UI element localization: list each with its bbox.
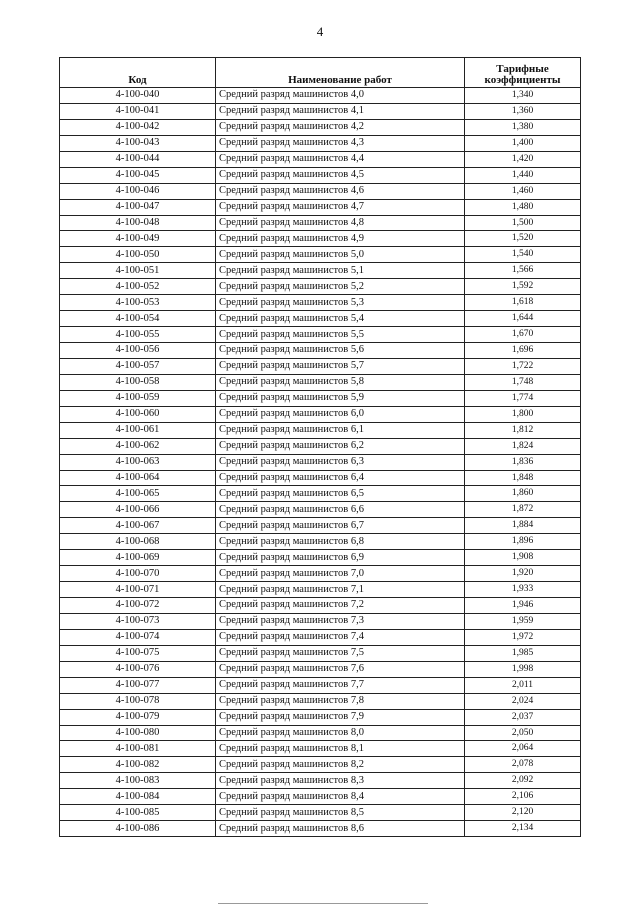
- cell-code: 4-100-055: [60, 327, 216, 343]
- cell-name: Средний разряд машинистов 4,5: [216, 167, 465, 183]
- cell-code: 4-100-068: [60, 534, 216, 550]
- table-row: [60, 629, 581, 645]
- table-row: [60, 167, 581, 183]
- cell-code: 4-100-046: [60, 183, 216, 199]
- cell-coefficient: 2,078: [465, 757, 581, 773]
- cell-code: 4-100-072: [60, 598, 216, 614]
- cell-name: Средний разряд машинистов 7,3: [216, 613, 465, 629]
- cell-code: 4-100-065: [60, 486, 216, 502]
- cell-name: Средний разряд машинистов 7,4: [216, 629, 465, 645]
- cell-coefficient: 1,500: [465, 215, 581, 231]
- cell-name: Средний разряд машинистов 7,6: [216, 661, 465, 677]
- cell-name: Средний разряд машинистов 6,8: [216, 534, 465, 550]
- cell-code: 4-100-054: [60, 311, 216, 327]
- cell-coefficient: 1,420: [465, 151, 581, 167]
- cell-name: Средний разряд машинистов 4,1: [216, 103, 465, 119]
- table-row: [60, 534, 581, 550]
- cell-name: Средний разряд машинистов 6,3: [216, 454, 465, 470]
- cell-coefficient: 1,920: [465, 566, 581, 582]
- cell-code: 4-100-053: [60, 295, 216, 311]
- cell-code: 4-100-082: [60, 757, 216, 773]
- cell-name: Средний разряд машинистов 6,6: [216, 502, 465, 518]
- cell-coefficient: 1,824: [465, 438, 581, 454]
- table-row: [60, 343, 581, 359]
- table-row: [60, 613, 581, 629]
- table-row: [60, 709, 581, 725]
- cell-coefficient: 1,800: [465, 406, 581, 422]
- cell-coefficient: 1,884: [465, 518, 581, 534]
- table-row: [60, 103, 581, 119]
- cell-code: 4-100-069: [60, 550, 216, 566]
- cell-code: 4-100-047: [60, 199, 216, 215]
- cell-code: 4-100-084: [60, 789, 216, 805]
- cell-coefficient: 1,774: [465, 390, 581, 406]
- cell-coefficient: 1,618: [465, 295, 581, 311]
- table-row: [60, 470, 581, 486]
- table-row: [60, 486, 581, 502]
- cell-code: 4-100-064: [60, 470, 216, 486]
- table-row: [60, 598, 581, 614]
- cell-name: Средний разряд машинистов 5,3: [216, 295, 465, 311]
- table-row: [60, 406, 581, 422]
- cell-name: Средний разряд машинистов 7,0: [216, 566, 465, 582]
- cell-name: Средний разряд машинистов 8,4: [216, 789, 465, 805]
- cell-name: Средний разряд машинистов 5,7: [216, 358, 465, 374]
- cell-name: Средний разряд машинистов 4,4: [216, 151, 465, 167]
- table-row: [60, 119, 581, 135]
- cell-code: 4-100-042: [60, 119, 216, 135]
- cell-code: 4-100-080: [60, 725, 216, 741]
- table-row: [60, 311, 581, 327]
- cell-name: Средний разряд машинистов 8,1: [216, 741, 465, 757]
- cell-code: 4-100-075: [60, 645, 216, 661]
- cell-code: 4-100-050: [60, 247, 216, 263]
- cell-coefficient: 1,933: [465, 582, 581, 598]
- cell-name: Средний разряд машинистов 5,2: [216, 279, 465, 295]
- cell-code: 4-100-056: [60, 343, 216, 359]
- cell-code: 4-100-040: [60, 88, 216, 104]
- cell-code: 4-100-049: [60, 231, 216, 247]
- cell-coefficient: 1,592: [465, 279, 581, 295]
- table-row: [60, 789, 581, 805]
- cell-name: Средний разряд машинистов 6,7: [216, 518, 465, 534]
- cell-name: Средний разряд машинистов 4,8: [216, 215, 465, 231]
- table-row: [60, 151, 581, 167]
- table-row: [60, 454, 581, 470]
- cell-coefficient: 2,106: [465, 789, 581, 805]
- table-row: [60, 135, 581, 151]
- cell-code: 4-100-061: [60, 422, 216, 438]
- table-body: [60, 88, 581, 837]
- table-row: [60, 693, 581, 709]
- table-row: [60, 183, 581, 199]
- cell-name: Средний разряд машинистов 5,8: [216, 374, 465, 390]
- cell-coefficient: 1,872: [465, 502, 581, 518]
- cell-name: Средний разряд машинистов 6,1: [216, 422, 465, 438]
- cell-code: 4-100-083: [60, 773, 216, 789]
- cell-coefficient: 1,340: [465, 88, 581, 104]
- table-row: [60, 582, 581, 598]
- cell-name: Средний разряд машинистов 6,9: [216, 550, 465, 566]
- cell-code: 4-100-077: [60, 677, 216, 693]
- cell-code: 4-100-063: [60, 454, 216, 470]
- cell-coefficient: 1,896: [465, 534, 581, 550]
- cell-name: Средний разряд машинистов 5,0: [216, 247, 465, 263]
- cell-code: 4-100-057: [60, 358, 216, 374]
- table-row: [60, 566, 581, 582]
- cell-coefficient: 2,024: [465, 693, 581, 709]
- cell-code: 4-100-067: [60, 518, 216, 534]
- cell-code: 4-100-070: [60, 566, 216, 582]
- cell-code: 4-100-066: [60, 502, 216, 518]
- cell-name: Средний разряд машинистов 7,2: [216, 598, 465, 614]
- cell-name: Средний разряд машинистов 7,9: [216, 709, 465, 725]
- table-row: [60, 502, 581, 518]
- cell-coefficient: 1,972: [465, 629, 581, 645]
- table-row: [60, 327, 581, 343]
- cell-name: Средний разряд машинистов 8,2: [216, 757, 465, 773]
- table-row: [60, 677, 581, 693]
- cell-name: Средний разряд машинистов 5,1: [216, 263, 465, 279]
- cell-coefficient: 1,722: [465, 358, 581, 374]
- cell-coefficient: 1,440: [465, 167, 581, 183]
- table-row: [60, 279, 581, 295]
- header-coefficients: [465, 58, 581, 88]
- cell-coefficient: 2,050: [465, 725, 581, 741]
- table-row: [60, 263, 581, 279]
- cell-code: 4-100-073: [60, 613, 216, 629]
- cell-name: Средний разряд машинистов 4,2: [216, 119, 465, 135]
- cell-name: Средний разряд машинистов 8,0: [216, 725, 465, 741]
- table-row: [60, 374, 581, 390]
- header-code: Код: [60, 58, 216, 88]
- cell-code: 4-100-044: [60, 151, 216, 167]
- header-name: Наименование работ: [216, 58, 465, 88]
- table-header-row: [60, 58, 581, 88]
- table-row: [60, 295, 581, 311]
- cell-name: Средний разряд машинистов 7,8: [216, 693, 465, 709]
- cell-code: 4-100-060: [60, 406, 216, 422]
- tariff-table: [59, 57, 581, 837]
- table-row: [60, 661, 581, 677]
- cell-coefficient: 1,998: [465, 661, 581, 677]
- cell-code: 4-100-048: [60, 215, 216, 231]
- cell-coefficient: 1,696: [465, 343, 581, 359]
- cell-coefficient: 1,908: [465, 550, 581, 566]
- cell-name: Средний разряд машинистов 5,6: [216, 343, 465, 359]
- table-row: [60, 725, 581, 741]
- cell-coefficient: 2,092: [465, 773, 581, 789]
- cell-name: Средний разряд машинистов 4,3: [216, 135, 465, 151]
- table-row: [60, 231, 581, 247]
- cell-name: Средний разряд машинистов 4,9: [216, 231, 465, 247]
- cell-code: 4-100-045: [60, 167, 216, 183]
- cell-coefficient: 1,460: [465, 183, 581, 199]
- cell-name: Средний разряд машинистов 5,4: [216, 311, 465, 327]
- cell-coefficient: 1,380: [465, 119, 581, 135]
- table-row: [60, 215, 581, 231]
- cell-coefficient: 1,812: [465, 422, 581, 438]
- cell-code: 4-100-079: [60, 709, 216, 725]
- cell-code: 4-100-043: [60, 135, 216, 151]
- cell-name: Средний разряд машинистов 5,9: [216, 390, 465, 406]
- cell-code: 4-100-062: [60, 438, 216, 454]
- cell-code: 4-100-081: [60, 741, 216, 757]
- header-coef-line2: коэффициенты: [484, 74, 561, 86]
- table-row: [60, 741, 581, 757]
- table-row: [60, 390, 581, 406]
- table-row: [60, 645, 581, 661]
- cell-coefficient: 1,670: [465, 327, 581, 343]
- cell-name: Средний разряд машинистов 7,1: [216, 582, 465, 598]
- cell-code: 4-100-076: [60, 661, 216, 677]
- cell-coefficient: 1,848: [465, 470, 581, 486]
- cell-name: Средний разряд машинистов 8,3: [216, 773, 465, 789]
- cell-coefficient: 1,644: [465, 311, 581, 327]
- cell-code: 4-100-071: [60, 582, 216, 598]
- page-number: 4: [316, 24, 324, 39]
- cell-coefficient: 1,860: [465, 486, 581, 502]
- table-row: [60, 438, 581, 454]
- cell-coefficient: 1,836: [465, 454, 581, 470]
- cell-coefficient: 2,037: [465, 709, 581, 725]
- cell-name: Средний разряд машинистов 6,2: [216, 438, 465, 454]
- cell-name: Средний разряд машинистов 4,6: [216, 183, 465, 199]
- cell-code: 4-100-041: [60, 103, 216, 119]
- cell-coefficient: 2,120: [465, 805, 581, 821]
- cell-coefficient: 1,400: [465, 135, 581, 151]
- cell-name: Средний разряд машинистов 8,5: [216, 805, 465, 821]
- cell-coefficient: 2,011: [465, 677, 581, 693]
- table-row: [60, 247, 581, 263]
- cell-coefficient: 1,566: [465, 263, 581, 279]
- table-row: [60, 199, 581, 215]
- cell-code: 4-100-074: [60, 629, 216, 645]
- cell-code: 4-100-059: [60, 390, 216, 406]
- cell-name: Средний разряд машинистов 7,5: [216, 645, 465, 661]
- cell-code: 4-100-085: [60, 805, 216, 821]
- table-row: [60, 821, 581, 837]
- cell-name: Средний разряд машинистов 4,0: [216, 88, 465, 104]
- cell-name: Средний разряд машинистов 7,7: [216, 677, 465, 693]
- header-coef-line1: Тарифные: [496, 63, 549, 75]
- cell-coefficient: 1,540: [465, 247, 581, 263]
- cell-code: 4-100-058: [60, 374, 216, 390]
- cell-coefficient: 1,748: [465, 374, 581, 390]
- cell-coefficient: 2,134: [465, 821, 581, 837]
- table-row: [60, 518, 581, 534]
- table-row: [60, 773, 581, 789]
- cell-coefficient: 1,480: [465, 199, 581, 215]
- table-row: [60, 805, 581, 821]
- table-row: [60, 757, 581, 773]
- cell-name: Средний разряд машинистов 5,5: [216, 327, 465, 343]
- cell-name: Средний разряд машинистов 6,0: [216, 406, 465, 422]
- cell-name: Средний разряд машинистов 6,4: [216, 470, 465, 486]
- table-row: [60, 358, 581, 374]
- table-row: [60, 550, 581, 566]
- cell-coefficient: 1,360: [465, 103, 581, 119]
- cell-code: 4-100-078: [60, 693, 216, 709]
- cell-coefficient: 2,064: [465, 741, 581, 757]
- cell-coefficient: 1,946: [465, 598, 581, 614]
- table-row: [60, 88, 581, 104]
- cell-name: Средний разряд машинистов 4,7: [216, 199, 465, 215]
- cell-coefficient: 1,520: [465, 231, 581, 247]
- cell-name: Средний разряд машинистов 8,6: [216, 821, 465, 837]
- bottom-rule: [218, 903, 428, 904]
- cell-code: 4-100-086: [60, 821, 216, 837]
- cell-coefficient: 1,985: [465, 645, 581, 661]
- cell-code: 4-100-051: [60, 263, 216, 279]
- cell-coefficient: 1,959: [465, 613, 581, 629]
- cell-code: 4-100-052: [60, 279, 216, 295]
- table-row: [60, 422, 581, 438]
- cell-name: Средний разряд машинистов 6,5: [216, 486, 465, 502]
